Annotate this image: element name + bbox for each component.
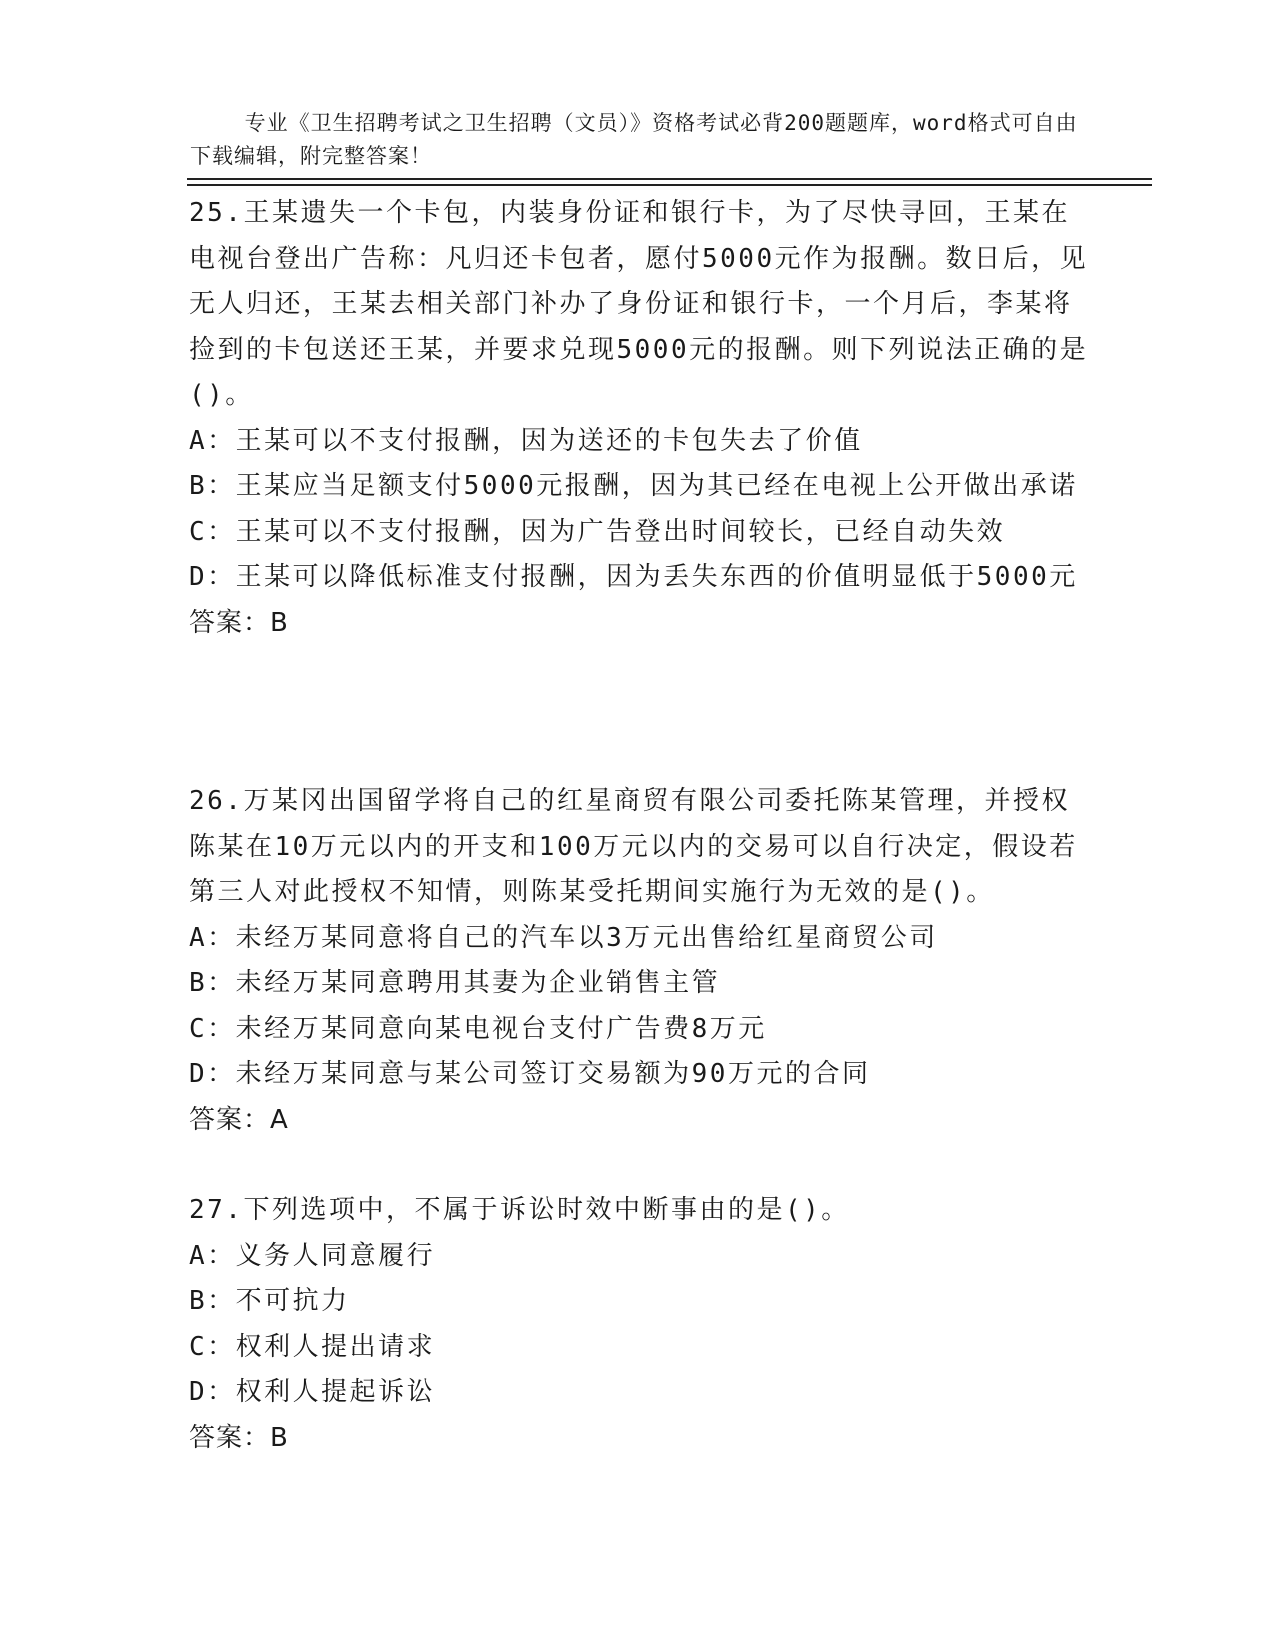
option-d: D：未经万某同意与某公司签订交易额为90万元的合同: [189, 1059, 871, 1089]
header-divider-bottom: [187, 184, 1152, 186]
answer-label: 答案：B: [189, 607, 289, 638]
question-25: [189, 191, 1089, 646]
option-c: C：权利人提出请求: [189, 1331, 436, 1362]
question-stem: 25.王某遗失一个卡包，内装身份证和银行卡，为了尽快寻回，王某在电视台登出广告称：凡归还卡包者，愿付5000元作为报酬。数日后，见无人归还，王某去相关部门补办了身份证和银行卡，一个月后，李某将捡到的卡包送还王某，并要求兑现5000元的报酬。则下列说法正确的是()。: [189, 198, 1089, 410]
option-d: D：权利人提起诉讼: [189, 1377, 436, 1407]
option-a: A：义务人同意履行: [189, 1240, 436, 1271]
header-divider-top: [187, 178, 1152, 180]
page-header: [190, 74, 1090, 206]
question-stem: 26.万某冈出国留学将自己的红星商贸有限公司委托陈某管理，并授权陈某在10万元以内的开支和100万元以内的交易可以自行决定，假设若第三人对此授权不知情，则陈某受托期间实施行为无效的是()。: [189, 786, 1078, 907]
option-b: B：未经万某同意聘用其妻为企业销售主管: [189, 968, 721, 998]
question-stem: 27.下列选项中，不属于诉讼时效中断事由的是()。: [189, 1195, 850, 1225]
header-text: 专业《卫生招聘考试之卫生招聘（文员）》资格考试必背200题题库，word格式可自由下载编辑，附完整答案！: [190, 111, 1078, 168]
option-b: B：王某应当足额支付5000元报酬，因为其已经在电视上公开做出承诺: [189, 471, 1078, 501]
question-27: [189, 1188, 1089, 1461]
question-26: [189, 779, 1089, 1143]
option-c: C：王某可以不支付报酬，因为广告登出时间较长，已经自动失效: [189, 516, 1006, 547]
option-c: C：未经万某同意向某电视台支付广告费8万元: [189, 1013, 767, 1044]
answer-label: 答案：A: [189, 1104, 289, 1135]
option-b: B：不可抗力: [189, 1286, 350, 1316]
option-a: A：未经万某同意将自己的汽车以3万元出售给红星商贸公司: [189, 922, 938, 953]
answer-label: 答案：B: [189, 1422, 289, 1453]
option-a: A：王某可以不支付报酬，因为送还的卡包失去了价值: [189, 425, 863, 456]
option-d: D：王某可以降低标准支付报酬，因为丢失东西的价值明显低于5000元: [189, 562, 1078, 592]
